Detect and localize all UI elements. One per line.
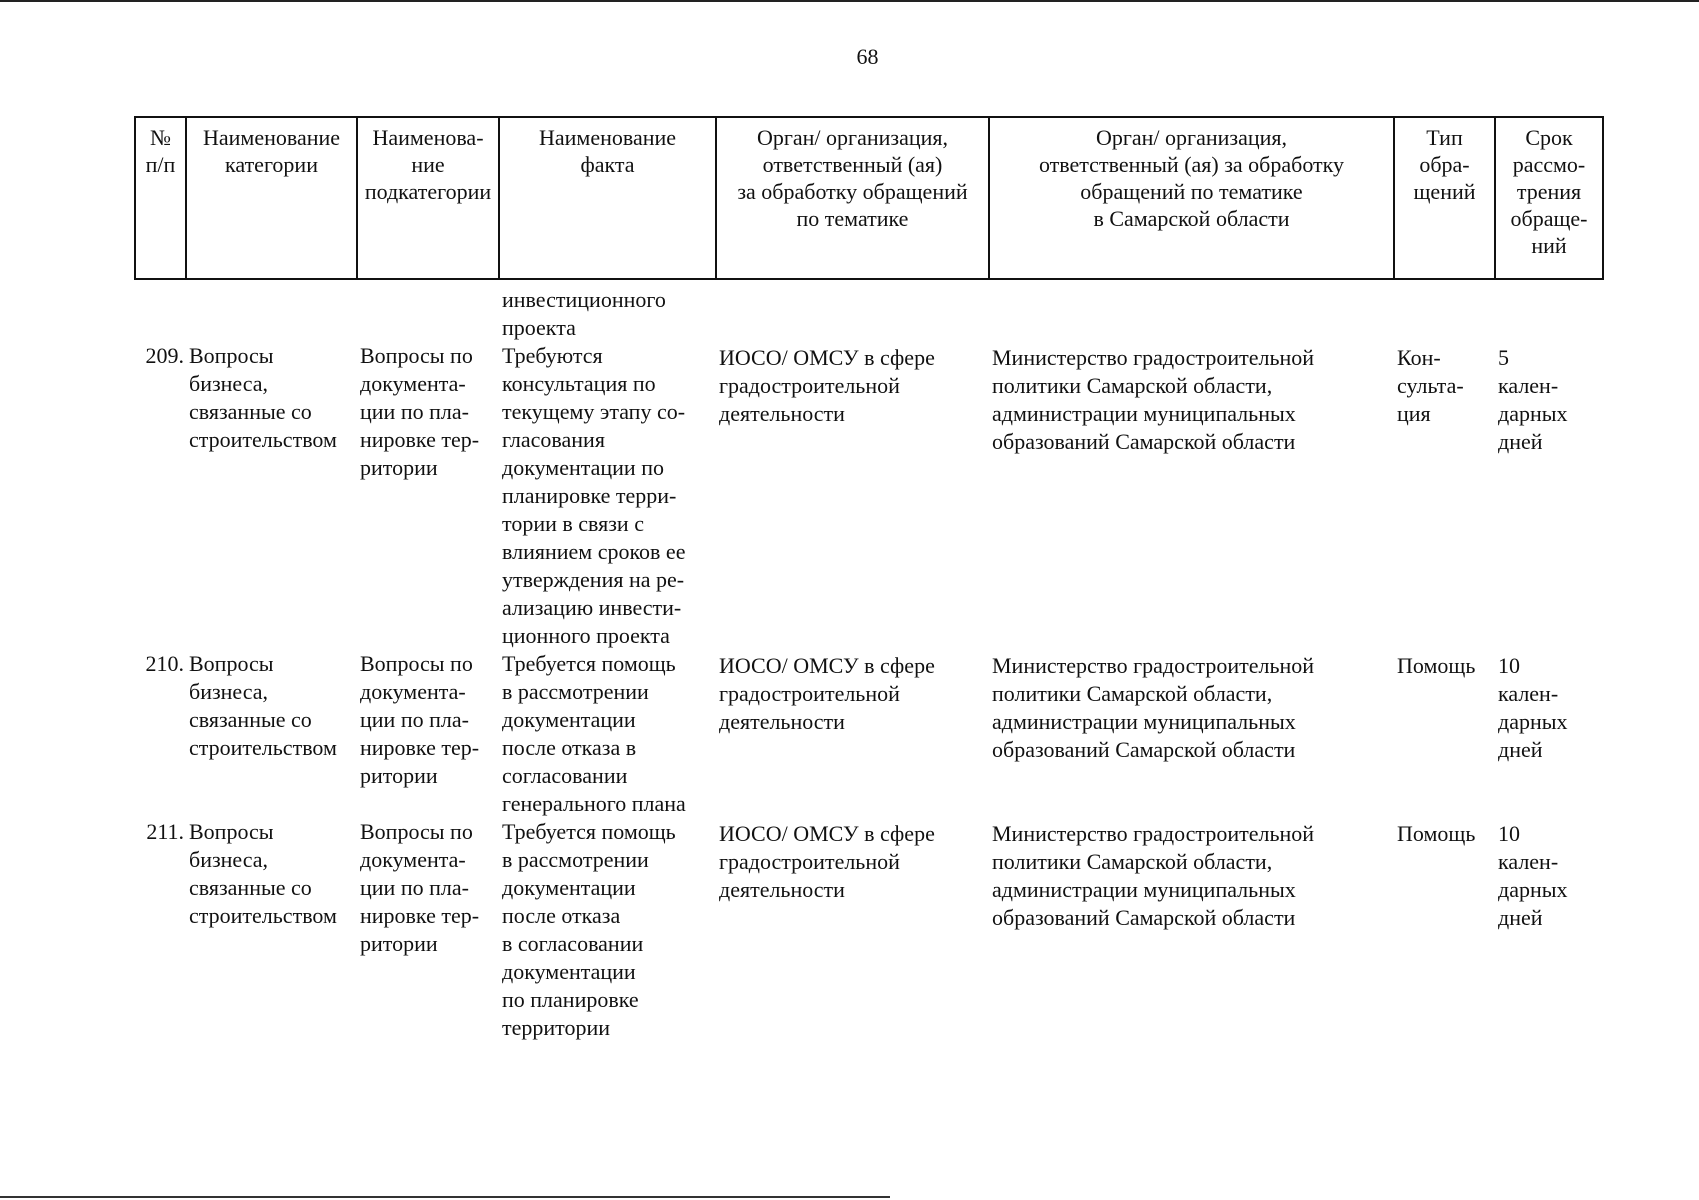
row-responsible-org: ИОСО/ ОМСУ в сфере градостроительной деятельности bbox=[719, 821, 935, 902]
row-appeal-type: Помощь bbox=[1397, 653, 1476, 678]
row-number: 211. bbox=[146, 819, 184, 844]
row-subcategory: Вопросы по документа- ции по пла- нировке тер- ритории bbox=[360, 651, 480, 788]
header-fact: Наименование факта bbox=[499, 117, 716, 279]
header-category: Наименование категории bbox=[186, 117, 357, 279]
header-appeal-type: Тип обра- щений bbox=[1394, 117, 1495, 279]
row-review-term: 5 кален- дарных дней bbox=[1498, 345, 1568, 454]
row-review-term: 10 кален- дарных дней bbox=[1498, 821, 1568, 930]
table-row bbox=[135, 650, 1603, 818]
row-number: 210. bbox=[145, 651, 184, 676]
row-fact: Требуется помощь в рассмотрении документации после отказа в согласовании документации по планировке территории bbox=[502, 819, 676, 1040]
table-header-row bbox=[135, 117, 1603, 279]
table-row bbox=[135, 818, 1603, 1042]
row-category: Вопросы бизнеса, связанные со строительством bbox=[189, 343, 337, 452]
row-responsible-org: ИОСО/ ОМСУ в сфере градостроительной деятельности bbox=[719, 653, 935, 734]
row-subcategory: Вопросы по документа- ции по пла- нировке тер- ритории bbox=[360, 343, 480, 480]
row-responsible-org-samara: Министерство градостроительной политики Самарской области, администрации муниципальных образований Самарской области bbox=[992, 821, 1315, 930]
table-row-continuation bbox=[135, 279, 1603, 342]
header-number: № п/п bbox=[135, 117, 186, 279]
row-fact: Требуются консультация по текущему этапу со- гласования документации по планировке терри- тории в связи с влиянием сроков ее утверждения на ре- ализацию инвести- ционного проекта bbox=[502, 343, 686, 648]
header-responsible-org: Орган/ организация, ответственный (ая) за обработку обращений по тематике bbox=[716, 117, 989, 279]
table-row bbox=[135, 342, 1603, 650]
appeals-table bbox=[134, 116, 1604, 1042]
row-responsible-org-samara: Министерство градостроительной политики Самарской области, администрации муниципальных образований Самарской области bbox=[992, 653, 1315, 762]
row-fact: Требуется помощь в рассмотрении документации после отказа в согласовании генерального плана bbox=[502, 651, 686, 816]
row-appeal-type: Кон- сульта- ция bbox=[1397, 345, 1464, 426]
row-category: Вопросы бизнеса, связанные со строительством bbox=[189, 651, 337, 760]
top-border-rule bbox=[0, 0, 1699, 2]
header-responsible-org-samara: Орган/ организация, ответственный (ая) за обработку обращений по тематике в Самарской области bbox=[989, 117, 1394, 279]
row-responsible-org-samara: Министерство градостроительной политики Самарской области, администрации муниципальных образований Самарской области bbox=[992, 345, 1315, 454]
row-review-term: 10 кален- дарных дней bbox=[1498, 653, 1568, 762]
bottom-border-rule bbox=[0, 1196, 890, 1198]
header-subcategory: Наименова- ние подкатегории bbox=[357, 117, 499, 279]
row-number: 209. bbox=[145, 343, 184, 368]
header-review-term: Срок рассмо- трения обраще- ний bbox=[1495, 117, 1603, 279]
row-responsible-org: ИОСО/ ОМСУ в сфере градостроительной деятельности bbox=[719, 345, 935, 426]
row-appeal-type: Помощь bbox=[1397, 821, 1476, 846]
row-subcategory: Вопросы по документа- ции по пла- нировке тер- ритории bbox=[360, 819, 480, 956]
page-number: 68 bbox=[856, 44, 879, 69]
row-category: Вопросы бизнеса, связанные со строительством bbox=[189, 819, 337, 928]
continuation-fact: инвестиционного проекта bbox=[502, 287, 666, 340]
